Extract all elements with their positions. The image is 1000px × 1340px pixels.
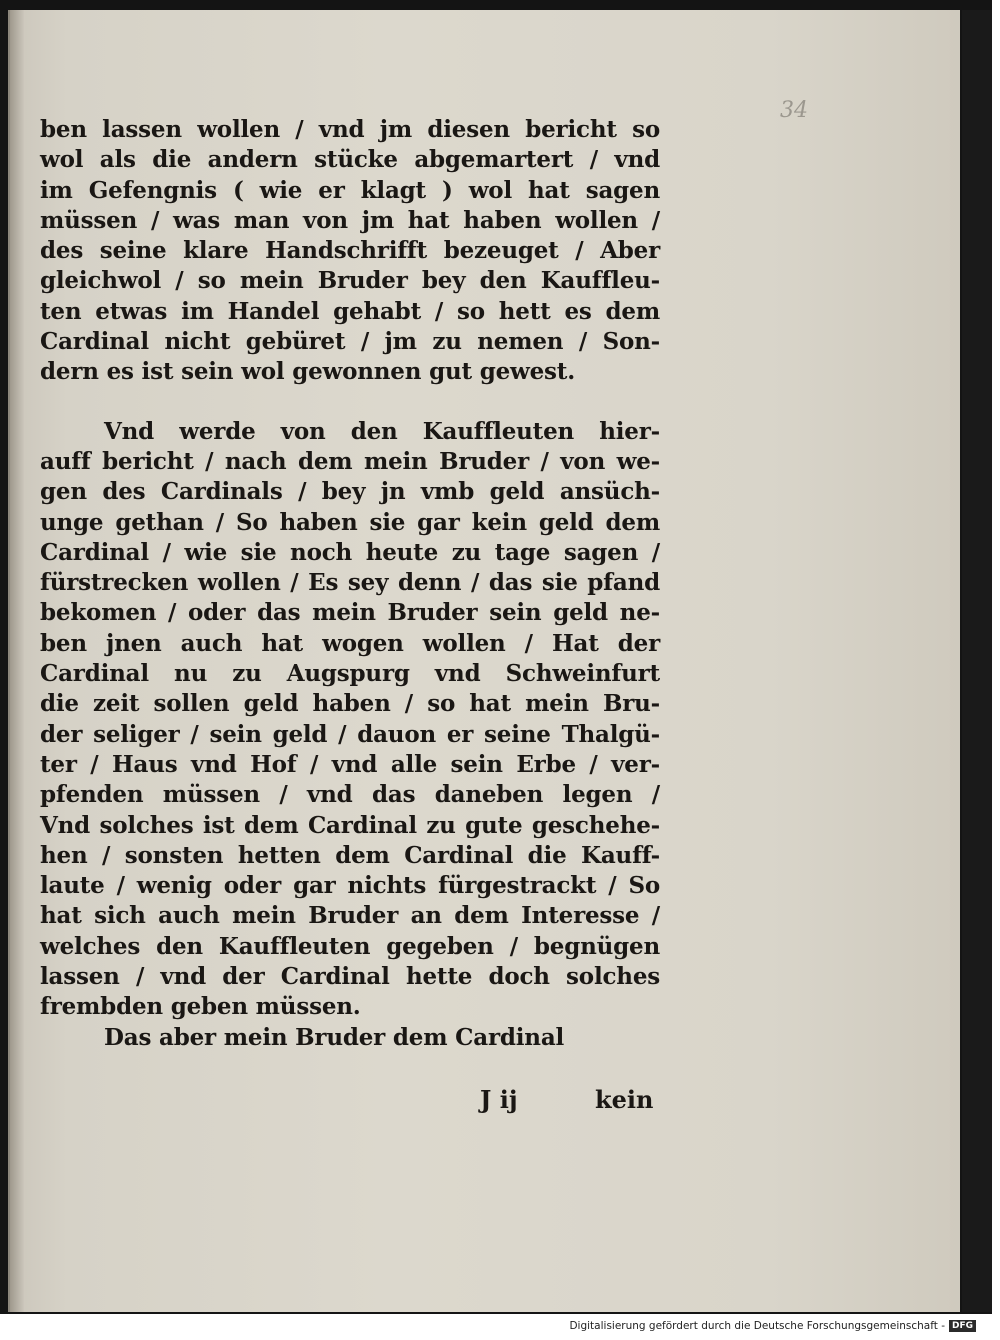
scan-edge-strip [962,10,992,1312]
text-line: unge gethan / So haben sie gar kein geld dem [40,508,660,536]
signature-mark: J ij [480,1085,518,1114]
text-line: Das aber mein Bruder dem Cardinal [104,1023,565,1051]
digitization-credit [569,1320,976,1332]
text-line: pfenden müssen / vnd das daneben legen / [40,781,660,809]
text-line: fürstrecken wollen / Es sey denn / das sie pfand [40,569,660,597]
text-block [40,115,660,1053]
text-line: im Gefengnis ( wie er klagt ) wol hat sagen [40,176,660,204]
text-line: laute / wenig oder gar nichts fürgestrackt / So [40,872,660,900]
catchword: kein [595,1085,654,1114]
dfg-logo: DFG [949,1320,976,1332]
text-line: Cardinal nicht gebüret / jm zu nemen / Son- [40,328,660,356]
text-line: Vnd solches ist dem Cardinal zu gute geschehe- [40,811,660,839]
text-line: des seine klare Handschrifft bezeuget / Aber [40,237,660,265]
text-line: bekomen / oder das mein Bruder sein geld ne- [40,599,660,627]
text-line: wol als die andern stücke abgemartert / vnd [40,146,660,174]
text-line: frembden geben müssen. [40,993,361,1021]
text-line: ter / Haus vnd Hof / vnd alle sein Erbe / ver- [40,750,660,778]
text-line: Cardinal nu zu Augspurg vnd Schweinfurt [40,660,660,688]
text-line: gen des Cardinals / bey jn vmb geld ansüch- [40,478,660,506]
text-line: gleichwol / so mein Bruder bey den Kauffleu- [40,267,660,295]
text-line: Vnd werde von den Kauffleuten hier- [104,417,660,445]
text-line: welches den Kauffleuten gegeben / begnügen [40,932,660,960]
text-line: ben jnen auch hat wogen wollen / Hat der [40,629,660,657]
text-line: Cardinal / wie sie noch heute zu tage sagen / [40,538,660,566]
text-line: ben lassen wollen / vnd jm diesen bericht so [40,116,660,143]
text-line: die zeit sollen geld haben / so hat mein Bru- [40,690,660,718]
paragraph-2 [40,417,660,1023]
paragraph-gap [40,388,660,417]
text-line: müssen / was man von jm hat haben wollen / [40,206,660,234]
text-line: lassen / vnd der Cardinal hette doch solches [40,963,660,991]
book-page [8,10,960,1312]
text-line: hen / sonsten hetten dem Cardinal die Kauff- [40,841,660,869]
text-line: hat sich auch mein Bruder an dem Interesse / [40,902,660,930]
text-line: der seliger / sein geld / dauon er seine Thalgü- [40,720,660,748]
folio-number: 34 [780,98,808,123]
page-gutter [10,10,24,1312]
paragraph-1 [40,115,660,388]
text-line: ten etwas im Handel gehabt / so hett es dem [40,297,660,325]
credit-text: Digitalisierung gefördert durch die Deutsche Forschungsgemeinschaft - [569,1320,945,1332]
text-line: dern es ist sein wol gewonnen gut gewest. [40,358,576,386]
text-line: auff bericht / nach dem mein Bruder / von we- [40,447,660,475]
paragraph-3 [40,1023,660,1053]
